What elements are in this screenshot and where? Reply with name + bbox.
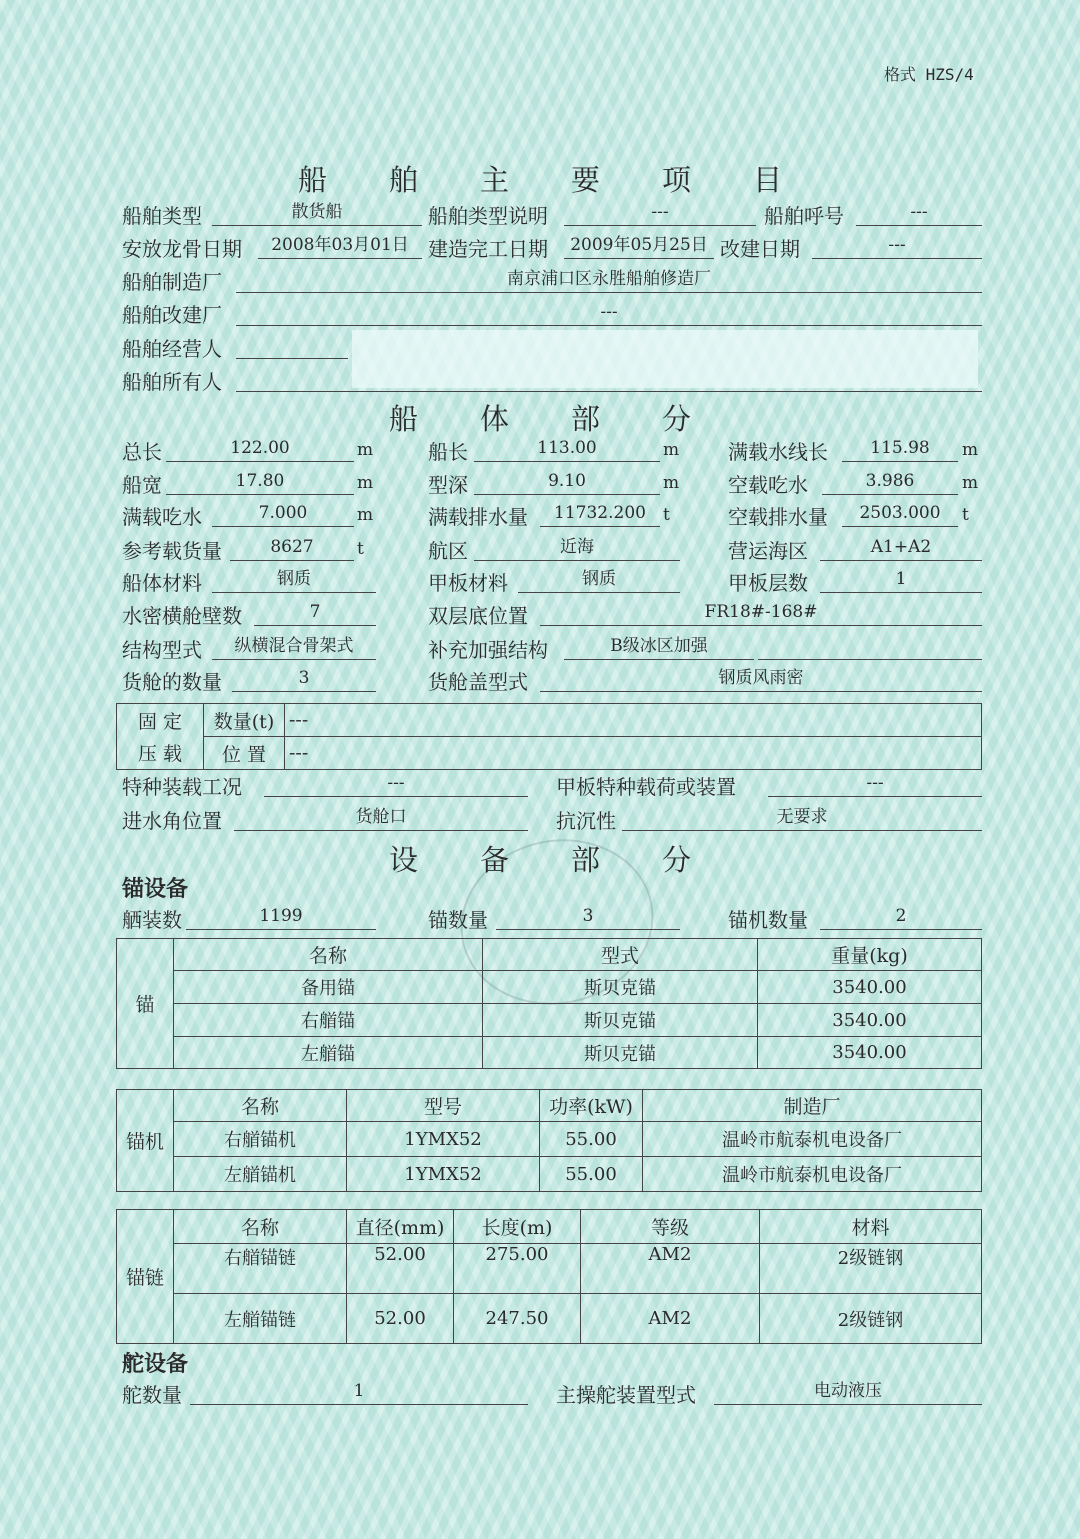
anchor-header-name: 名称 [174,939,483,971]
anchor-type-cell: 斯贝克锚 [483,1004,758,1037]
windlass-power-cell: 55.00 [540,1157,643,1192]
depth-value: 9.10 [474,470,660,495]
ref-cargo-unit: t [357,539,364,559]
unsinkable-value: 无要求 [622,806,982,831]
length-value: 113.00 [474,437,660,462]
anchor-count-value: 3 [496,905,680,930]
keel-date-value: 2008年03月01日 [258,234,422,259]
anchor-weight-cell: 3540.00 [758,1004,982,1037]
ballast-pos-label: 位 置 [204,737,285,770]
windlass-maker-cell: 温岭市航泰机电设备厂 [643,1122,982,1157]
anchor-weight-cell: 3540.00 [758,971,982,1004]
windlass-header-maker: 制造厂 [643,1090,982,1122]
double-bottom-label: 双层底位置 [428,604,528,628]
anchor-weight-cell: 3540.00 [758,1037,982,1069]
table-row [117,971,982,1004]
anchor-type-cell: 斯贝克锚 [483,1037,758,1069]
windlass-table-label: 锚机 [117,1090,174,1192]
ref-cargo-label: 参考载货量 [122,539,222,563]
steering-gear-label: 主操舵装置型式 [556,1383,696,1407]
length-unit: m [663,440,680,460]
light-draft-value: 3.986 [822,470,958,495]
ballast-label-1: 固 定 [117,704,204,737]
windlass-model-cell: 1YMX52 [347,1122,540,1157]
rebuilder-label: 船舶改建厂 [122,303,222,327]
reinforce-label: 补充加强结构 [428,638,548,662]
chain-grade-cell: AM2 [581,1244,760,1294]
length-label: 船长 [428,440,468,464]
nav-area-label: 航区 [428,539,468,563]
completion-date-label: 建造完工日期 [428,237,548,261]
anchor-name-cell: 右艏锚 [174,1004,483,1037]
deck-special-value: --- [768,772,982,797]
rebuild-date-label: 改建日期 [720,237,800,261]
deck-material-label: 甲板材料 [428,571,508,595]
chain-grade-cell: AM2 [581,1294,760,1344]
chain-length-cell: 275.00 [454,1244,581,1294]
holds-label: 货舱的数量 [122,670,222,694]
chain-header-grade: 等级 [581,1210,760,1244]
full-draft-unit: m [357,505,374,525]
waterline-length-unit: m [962,440,979,460]
chain-name-cell: 左艏锚链 [174,1294,347,1344]
table-row [117,1004,982,1037]
ship-type-desc-value: --- [564,201,756,226]
unsinkable-label: 抗沉性 [556,809,616,833]
special-load-value: --- [264,772,528,797]
chain-table-label: 锚链 [117,1210,174,1344]
deck-count-value: 1 [820,568,982,593]
windlass-header-power: 功率(kW) [540,1090,643,1122]
rudder-count-value: 1 [190,1380,528,1405]
ballast-label-2: 压 载 [117,737,204,770]
windlass-count-value: 2 [820,905,982,930]
windlass-count-label: 锚机数量 [728,908,808,932]
deck-special-label: 甲板特种载荷或装置 [556,775,736,799]
chain-diameter-cell: 52.00 [347,1244,454,1294]
ballast-qty-label: 数量(t) [204,704,285,737]
rebuild-date-value: --- [812,234,982,259]
deck-count-label: 甲板层数 [728,571,808,595]
anchor-table [116,938,982,1069]
chain-material-cell: 2级链钢 [760,1294,982,1344]
breadth-value: 17.80 [166,470,354,495]
waterline-length-value: 115.98 [842,437,958,462]
ship-type-desc-label: 船舶类型说明 [428,204,548,228]
light-disp-unit: t [962,505,969,525]
fixed-ballast-table [116,703,982,770]
outfit-number-label: 舾装数 [122,908,182,932]
full-draft-value: 7.000 [212,502,354,527]
bulkhead-value: 7 [254,601,376,626]
table-row [117,1122,982,1157]
builder-label: 船舶制造厂 [122,270,222,294]
windlass-header-model: 型号 [347,1090,540,1122]
windlass-power-cell: 55.00 [540,1122,643,1157]
chain-diameter-cell: 52.00 [347,1294,454,1344]
format-code: 格式 HZS/4 [884,65,974,84]
light-draft-label: 空载吃水 [728,473,808,497]
reinforce-value: B级冰区加强 [564,635,754,660]
windlass-name-cell: 左艏锚机 [174,1157,347,1192]
anchor-name-cell: 备用锚 [174,971,483,1004]
loa-value: 122.00 [166,437,354,462]
anchor-header-weight: 重量(kg) [758,939,982,971]
structure-label: 结构型式 [122,638,202,662]
hull-material-label: 船体材料 [122,571,202,595]
anchor-header-type: 型式 [483,939,758,971]
table-row [117,1244,982,1294]
section-title-hull: 船体部分 [388,402,753,436]
anchor-type-cell: 斯贝克锚 [483,971,758,1004]
ballast-pos-value: --- [285,737,982,770]
chain-header-material: 材料 [760,1210,982,1244]
chain-header-length: 长度(m) [454,1210,581,1244]
builder-value: 南京浦口区永胜船舶修造厂 [236,268,982,293]
table-row [117,1037,982,1069]
light-disp-label: 空载排水量 [728,505,828,529]
windlass-header-name: 名称 [174,1090,347,1122]
full-draft-label: 满载吃水 [122,505,202,529]
light-draft-unit: m [962,473,979,493]
full-disp-value: 11732.200 [540,502,660,527]
outfit-number-value: 1199 [186,905,376,930]
anchor-count-label: 锚数量 [428,908,488,932]
call-sign-value: --- [856,201,982,226]
chain-table [116,1209,982,1344]
loa-label: 总长 [122,440,162,464]
depth-unit: m [663,473,680,493]
hatch-value: 钢质风雨密 [540,667,982,692]
owner-value-line [236,367,982,392]
chain-header-name: 名称 [174,1210,347,1244]
owner-label: 船舶所有人 [122,370,222,394]
double-bottom-value: FR18#-168# [540,601,982,626]
rebuilder-value: --- [236,301,982,326]
rudder-count-label: 舵数量 [122,1383,182,1407]
chain-header-diameter: 直径(mm) [347,1210,454,1244]
windlass-name-cell: 右艏锚机 [174,1122,347,1157]
windlass-maker-cell: 温岭市航泰机电设备厂 [643,1157,982,1192]
chain-material-cell: 2级链钢 [760,1244,982,1294]
ref-cargo-value: 8627 [230,536,354,561]
deck-material-value: 钢质 [518,568,680,593]
operator-label: 船舶经营人 [122,337,222,361]
rudder-equipment-title: 舵设备 [122,1351,189,1377]
breadth-label: 船宽 [122,473,162,497]
special-load-label: 特种装载工况 [122,775,242,799]
anchor-name-cell: 左艏锚 [174,1037,483,1069]
flood-value: 货舱口 [234,806,528,831]
section-title-main-items: 船舶主要项目 [297,163,844,197]
ship-type-value: 散货船 [212,201,422,226]
anchor-equipment-title: 锚设备 [122,876,189,902]
flood-label: 进水角位置 [122,809,222,833]
op-area-label: 营运海区 [728,539,808,563]
keel-date-label: 安放龙骨日期 [122,237,242,261]
call-sign-label: 船舶呼号 [764,204,844,228]
anchor-table-label: 锚 [117,939,174,1069]
section-title-equipment: 设备部分 [388,843,753,877]
operator-value-line [236,334,348,359]
chain-length-cell: 247.50 [454,1294,581,1344]
windlass-model-cell: 1YMX52 [347,1157,540,1192]
depth-label: 型深 [428,473,468,497]
holds-value: 3 [232,667,376,692]
ship-type-label: 船舶类型 [122,204,202,228]
bulkhead-label: 水密横舱壁数 [122,604,242,628]
reinforce-extra-line [758,635,982,660]
table-row [117,1294,982,1344]
breadth-unit: m [357,473,374,493]
steering-gear-value: 电动液压 [714,1380,982,1405]
light-disp-value: 2503.000 [842,502,958,527]
completion-date-value: 2009年05月25日 [564,234,714,259]
waterline-length-label: 满载水线长 [728,440,828,464]
ballast-qty-value: --- [285,704,982,737]
hatch-label: 货舱盖型式 [428,670,528,694]
nav-area-value: 近海 [474,536,680,561]
structure-value: 纵横混合骨架式 [212,635,376,660]
op-area-value: A1+A2 [820,536,982,561]
full-disp-unit: t [663,505,670,525]
hull-material-value: 钢质 [212,568,376,593]
loa-unit: m [357,440,374,460]
windlass-table [116,1089,982,1192]
full-disp-label: 满载排水量 [428,505,528,529]
chain-name-cell: 右艏锚链 [174,1244,347,1294]
table-row [117,1157,982,1192]
